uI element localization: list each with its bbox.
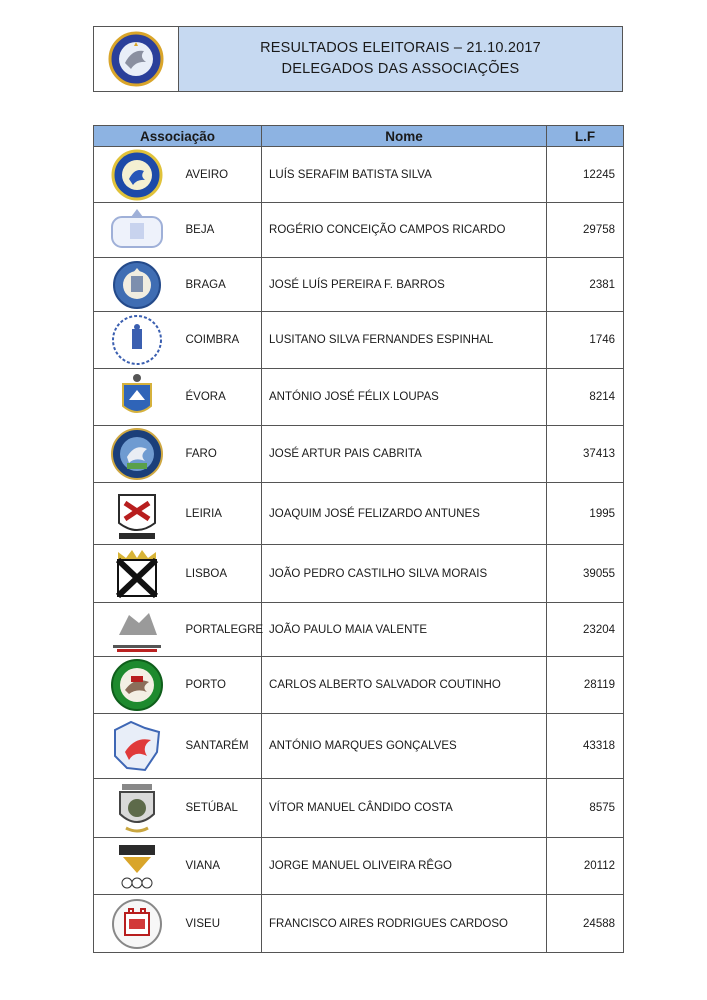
district-label: PORTO xyxy=(180,657,262,714)
column-header-name: Nome xyxy=(262,126,547,147)
lf-number: 28119 xyxy=(547,657,624,714)
portalegre-association-emblem-icon xyxy=(94,603,180,657)
lf-number: 20112 xyxy=(547,838,624,895)
district-label: BRAGA xyxy=(180,258,262,312)
federation-emblem-icon xyxy=(94,27,179,91)
table-row xyxy=(94,545,624,603)
table-row xyxy=(94,258,624,312)
district-label: SETÚBAL xyxy=(180,779,262,838)
lf-number: 1746 xyxy=(547,312,624,369)
table-row xyxy=(94,779,624,838)
coimbra-association-emblem-icon xyxy=(94,312,180,369)
table-row xyxy=(94,203,624,258)
delegate-name: JORGE MANUEL OLIVEIRA RÊGO xyxy=(262,838,547,895)
delegates-table xyxy=(93,125,624,953)
delegate-name: ANTÓNIO JOSÉ FÉLIX LOUPAS xyxy=(262,369,547,426)
table-row xyxy=(94,426,624,483)
district-label: FARO xyxy=(180,426,262,483)
braga-association-emblem-icon xyxy=(94,258,180,312)
header-title-block xyxy=(179,27,622,91)
lf-number: 1995 xyxy=(547,483,624,545)
district-label: BEJA xyxy=(180,203,262,258)
delegate-name: LUSITANO SILVA FERNANDES ESPINHAL xyxy=(262,312,547,369)
lf-number: 37413 xyxy=(547,426,624,483)
table-row xyxy=(94,369,624,426)
district-label: COIMBRA xyxy=(180,312,262,369)
evora-association-emblem-icon xyxy=(94,369,180,426)
delegate-name: CARLOS ALBERTO SALVADOR COUTINHO xyxy=(262,657,547,714)
delegate-name: JOAQUIM JOSÉ FELIZARDO ANTUNES xyxy=(262,483,547,545)
table-row xyxy=(94,895,624,953)
lf-number: 8575 xyxy=(547,779,624,838)
aveiro-association-emblem-icon xyxy=(94,147,180,203)
district-label: PORTALEGRE xyxy=(180,603,262,657)
lisboa-association-emblem-icon xyxy=(94,545,180,603)
lf-number: 39055 xyxy=(547,545,624,603)
delegate-name: FRANCISCO AIRES RODRIGUES CARDOSO xyxy=(262,895,547,953)
table-row xyxy=(94,483,624,545)
delegate-name: LUÍS SERAFIM BATISTA SILVA xyxy=(262,147,547,203)
district-label: SANTARÉM xyxy=(180,714,262,779)
lf-number: 29758 xyxy=(547,203,624,258)
header-title-line2: DELEGADOS DAS ASSOCIAÇÕES xyxy=(281,61,520,77)
lf-number: 12245 xyxy=(547,147,624,203)
delegate-name: ROGÉRIO CONCEIÇÃO CAMPOS RICARDO xyxy=(262,203,547,258)
delegate-name: ANTÓNIO MARQUES GONÇALVES xyxy=(262,714,547,779)
table-header-row xyxy=(94,126,624,147)
district-label: LISBOA xyxy=(180,545,262,603)
delegate-name: JOÃO PAULO MAIA VALENTE xyxy=(262,603,547,657)
table-row xyxy=(94,838,624,895)
table-row xyxy=(94,147,624,203)
leiria-association-emblem-icon xyxy=(94,483,180,545)
document-header xyxy=(93,26,623,92)
beja-association-emblem-icon xyxy=(94,203,180,258)
delegate-name: VÍTOR MANUEL CÂNDIDO COSTA xyxy=(262,779,547,838)
lf-number: 24588 xyxy=(547,895,624,953)
district-label: LEIRIA xyxy=(180,483,262,545)
table-row xyxy=(94,714,624,779)
delegate-name: JOSÉ ARTUR PAIS CABRITA xyxy=(262,426,547,483)
lf-number: 2381 xyxy=(547,258,624,312)
column-header-association: Associação xyxy=(94,126,262,147)
lf-number: 8214 xyxy=(547,369,624,426)
faro-association-emblem-icon xyxy=(94,426,180,483)
viana-association-emblem-icon xyxy=(94,838,180,895)
column-header-lf: L.F xyxy=(547,126,624,147)
lf-number: 43318 xyxy=(547,714,624,779)
district-label: ÉVORA xyxy=(180,369,262,426)
santarem-association-emblem-icon xyxy=(94,714,180,779)
delegate-name: JOÃO PEDRO CASTILHO SILVA MORAIS xyxy=(262,545,547,603)
table-row xyxy=(94,657,624,714)
district-label: AVEIRO xyxy=(180,147,262,203)
porto-association-emblem-icon xyxy=(94,657,180,714)
delegate-name: JOSÉ LUÍS PEREIRA F. BARROS xyxy=(262,258,547,312)
table-row xyxy=(94,603,624,657)
district-label: VISEU xyxy=(180,895,262,953)
lf-number: 23204 xyxy=(547,603,624,657)
viseu-association-emblem-icon xyxy=(94,895,180,953)
table-row xyxy=(94,312,624,369)
header-title-line1: RESULTADOS ELEITORAIS – 21.10.2017 xyxy=(260,40,541,56)
setubal-association-emblem-icon xyxy=(94,779,180,838)
district-label: VIANA xyxy=(180,838,262,895)
